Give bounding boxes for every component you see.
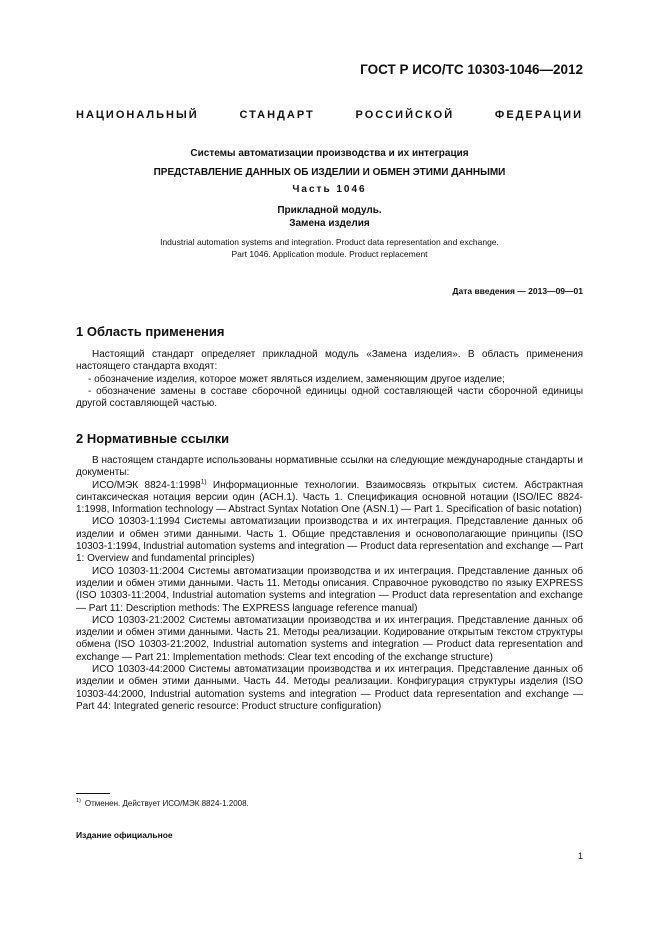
section-1-list-item: - обозначение изделия, которое может являться изделием, заменяющим другое изделие; [88,373,505,385]
section-2-heading: 2 Нормативные ссылки [76,431,230,446]
title-subtitle [76,204,583,230]
introduction-date: Дата введения — 2013—09—01 [452,286,583,296]
edition-label: Издание официальное [76,830,173,840]
reference-item [76,480,583,517]
title-line-1: Системы автоматизации производства и их интеграция [190,148,469,159]
document-code: ГОСТ Р ИСО/ТС 10303-1046—2012 [360,62,583,77]
section-1-list-item: - обозначение замены в составе сборочной единицы одной составляющей части сборочной единицы другой составляющей частью. [76,385,583,410]
footnote-text: Отменен. Действует ИСО/МЭК 8824-1.2008. [84,799,249,808]
reference-text: Информационные технологии. Взаимосвязь открытых систем. Абстрактная синтаксическая нотация версии один (АСН.1). Часть 1. Спецификация основной нотации (ISO/IEC 8824-1:1998, Information technology — Abstract Syntax Notation One (ASN.1) — Part 1. Specification of basic notation) [76,479,583,516]
reference-code: ИСО/МЭК 8824-1:1998 [92,479,201,491]
footnote-mark: 1) [200,478,207,486]
subtitle-line-2: Замена изделия [289,218,370,229]
reference-item: ИСО 10303-44:2000 Системы автоматизации производства и их интеграция. Представление данных об изделии и обмен этими данными. Часть 44. Методы реализации. Конфигурация структуры изделия (ISO 10303-44:2000, Industrial automation systems and integration — Product data representation and exchange — Part 44: Integrated generic resource: Product structure configuration) [76,664,583,712]
section-2-body [76,455,583,713]
footnote-divider [76,793,110,794]
subtitle-line-1: Прикладной модуль. [277,205,382,216]
reference-item: ИСО 10303-1:1994 Системы автоматизации производства и их интеграция. Представление данных об изделии и обмен этими данными. Часть 1. Общие представления и основополагающие принципы (ISO 10303-1:1994, Industrial automation systems and integration — Product data representation and exchange — Part 1: Overview and fundamental principles) [76,516,583,565]
section-1-body [76,349,583,410]
footnote [76,799,249,808]
title-line-2: ПРЕДСТАВЛЕНИЕ ДАННЫХ ОБ ИЗДЕЛИИ И ОБМЕН ЭТИМИ ДАННЫМИ [153,167,506,178]
page-number: 1 [577,851,583,861]
reference-item: ИСО 10303-11:2004 Системы автоматизации производства и их интеграция. Представление данных об изделии и обмен этими данными. Часть 11. Методы описания. Справочное руководство по языку EXPRESS (ISO 10303-11:2004, Industrial automation systems and integration — Product data representation and exchange — Part 11: Description methods: The EXPRESS language reference manual) [76,565,583,614]
national-standard-banner: НАЦИОНАЛЬНЫЙ СТАНДАРТ РОССИЙСКОЙ ФЕДЕРАЦИИ [76,109,583,121]
english-title-line-1: Industrial automation systems and integration. Product data representation and exchange. [160,237,499,247]
english-title-line-2: Part 1046. Application module. Product replacement [231,249,428,259]
reference-item: ИСО 10303-21:2002 Системы автоматизации производства и их интеграция. Представление данных об изделии и обмен этими данными. Часть 21. Методы реализации. Кодирование открытым текстом структуры обмена (ISO 10303-21:2002, Industrial automation systems and integration — Product data representation and exchange — Part 21: Implementation methods: Clear text encoding of the exchange structure) [76,614,583,663]
section-1-paragraph: Настоящий стандарт определяет прикладной модуль «Замена изделия». В область применения настоящего стандарта входят: [76,349,583,373]
section-1-heading: 1 Область применения [76,324,225,339]
footnote-mark: 1) [76,798,81,805]
english-title [76,236,583,260]
section-2-paragraph: В настоящем стандарте использованы нормативные ссылки на следующие международные стандарты и документы: [76,455,583,479]
title-part: Часть 1046 [292,184,367,195]
